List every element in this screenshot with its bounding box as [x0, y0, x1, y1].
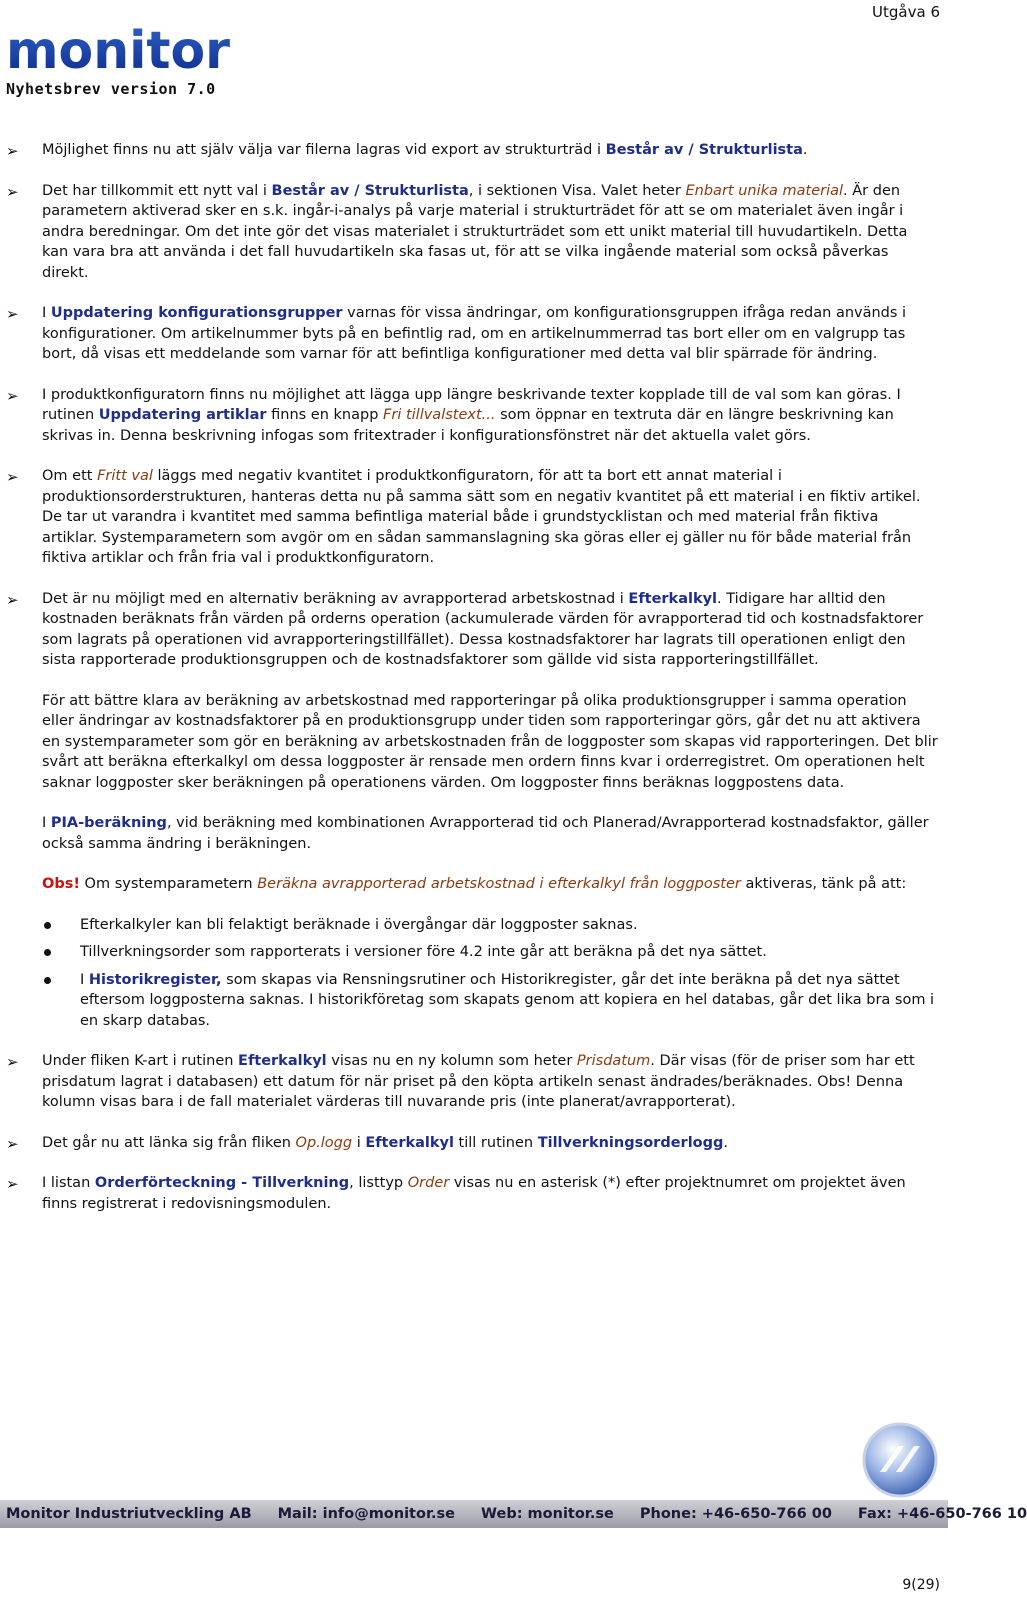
list-item	[0, 915, 960, 936]
bold-term: Uppdatering artiklar	[98, 407, 267, 423]
bold-term: Består av / Strukturlista	[605, 142, 803, 158]
list-item	[0, 589, 960, 671]
text-run: i	[352, 1134, 366, 1151]
text-run: I produktkonfiguratorn finns nu möjlighet att lägga upp längre beskrivande texter kopplade till de val som kan göras. I rutinen	[42, 386, 901, 423]
text-run: finns en knapp	[266, 407, 384, 423]
bullet-dot-icon	[44, 977, 51, 984]
list-item	[0, 140, 960, 161]
text-run: , i sektionen Visa. Valet heter	[468, 182, 686, 199]
arrow-bullet-icon: ➢	[6, 1053, 19, 1071]
text-run: visas nu en asterisk (*) efter projektnumret om projektet även finns registrerat i redovisningsmodulen.	[42, 1175, 906, 1212]
text-run: , vid beräkning med kombinationen Avrapporterad tid och Planerad/Avrapporterad kostnadsfaktor, gäller också samma ändring i beräkningen.	[42, 815, 929, 852]
arrow-bullet-icon: ➢	[6, 468, 19, 486]
arrow-bullet-icon: ➢	[6, 386, 19, 405]
text-run: . Tidigare har alltid den kostnaden beräknats från värden på orderns operation (ackumulerade värden för avrapporterad tid och kostnadsfaktorer som lagrats på operationen vid avrapporteringstillfället). Dessa kostnadsfaktorer har lagrats till operationen enligt den sista rapporterade produktionsgruppen och de kostnadsfaktorer som gällde vid sista rapporteringstillfället.	[42, 590, 924, 668]
text-run: I	[42, 815, 51, 831]
text-run: visas nu en ny kolumn som heter	[326, 1053, 577, 1069]
text-run: .	[723, 1134, 728, 1151]
text-run: Det är nu möjligt med en alternativ beräkning av avrapporterad arbetskostnad i	[42, 590, 629, 607]
bold-term: Uppdatering konfigurationsgrupper	[50, 305, 343, 321]
italic-term: Fritt val	[97, 468, 153, 484]
bold-term: Tillverkningsorderlogg	[537, 1134, 724, 1151]
italic-term: Prisdatum	[576, 1053, 651, 1069]
text-run: För att bättre klara av beräkning av arbetskostnad med rapporteringar på olika produktionsgrupper i samma operation eller ändringar av kostnadsfaktorer på en produktionsgrupp under tiden som rapporteringar görs, går det nu att aktivera en systemparameter som gör en beräkning av arbetskostnaden från de loggposter som skapas vid rapporteringen. Det blir svårt att beräkna efterkalkyl om dessa loggposter är rensade men ordern finns kvar i orderregistret. Om operationen helt saknar loggposter sker beräkningen på operationens värden. Om loggposter finns beräknas loggpostens data.	[42, 692, 938, 791]
arrow-bullet-icon: ➢	[6, 1134, 19, 1153]
list-item	[0, 1051, 960, 1113]
text-run: . Där visas (för de priser som har ett prisdatum lagrat i databasen) ett datum för när priset på den köpta artikeln senast ändrades/beräknades. Obs! Denna kolumn visas bara i de fall materialet värderas till nuvarande pris (inte planerat/avrapporterat).	[42, 1053, 915, 1110]
edition-label: Utgåva 6	[872, 3, 940, 21]
followup-paragraphs	[0, 691, 960, 895]
list-item	[0, 942, 960, 963]
italic-term: Enbart unika material	[685, 182, 844, 199]
monitor-logo	[6, 21, 232, 81]
list-item	[0, 970, 960, 1032]
list-item	[0, 303, 960, 365]
text-run: aktiveras, tänk på att:	[740, 876, 907, 892]
bullet-dot-icon	[44, 949, 51, 956]
text-run: Om ett	[42, 468, 98, 484]
arrow-bullet-icon: ➢	[6, 1175, 19, 1193]
footer-mail: Mail: info@monitor.se	[277, 1506, 456, 1522]
text-run: I	[42, 305, 51, 321]
list-item	[0, 1173, 960, 1214]
footer-phone: Phone: +46-650-766 00	[639, 1506, 832, 1522]
list-item	[0, 466, 960, 569]
text-run: varnas för vissa ändringar, om konfigurationsgruppen ifråga redan används i konfigurationer. Om artikelnummer byts på en befintlig rad, om en artikelnummerrad tas bort eller om en valgrupp tas bort, då visas ett meddelande som varnar för att befintliga konfigurationer med detta val blir spärrade för ändring.	[42, 305, 907, 362]
text-run: läggs med negativ kvantitet i produktkonfiguratorn, för att ta bort ett annat material i produktionsorderstrukturen, hanteras detta nu på samma sätt som en negativ kvantitet på ett material i en fiktiv artikel. De tar ut varandra i kvantitet med samma befintliga material både i grundstycklistan och med material från fiktiva artiklar. Systemparametern som avgör om en sådan sammanslagning ska göras eller ej gäller nu för både material från fiktiva artiklar och från fria val i produktkonfiguratorn.	[42, 468, 921, 566]
bullet-dot-icon	[44, 922, 51, 929]
paragraph	[0, 813, 960, 854]
list-item	[0, 385, 960, 447]
footer-fax: Fax: +46-650-766 10	[857, 1506, 1027, 1522]
warning-label: Obs!	[42, 876, 80, 892]
content-body	[0, 140, 960, 1234]
italic-term: Fri tillvalstext...	[383, 407, 496, 423]
text-run: Om systemparametern	[79, 876, 258, 892]
list-item	[0, 1133, 960, 1154]
newsletter-title: Nyhetsbrev version 7.0	[6, 80, 216, 98]
text-run: Det går nu att länka sig från fliken	[42, 1134, 296, 1151]
bold-term: Består av / Strukturlista	[271, 182, 469, 199]
arrow-bullet-icon: ➢	[6, 590, 19, 609]
bullet-list	[0, 140, 960, 671]
bold-term: Historikregister,	[88, 971, 222, 988]
text-run: Under fliken K-art i rutinen	[42, 1053, 239, 1069]
text-run: I listan	[42, 1175, 95, 1191]
paragraph	[0, 874, 960, 895]
bold-term: Efterkalkyl	[238, 1053, 327, 1069]
arrow-bullet-icon: ➢	[6, 182, 19, 201]
text-run: . Är den parametern aktiverad sker en s.k. ingår-i-analys på varje material i strukturträdet för att se om materialet även ingår i andra beredningar. Om det inte gör det visas materialet i strukturträdet som ett unikt material till huvudartikeln. Detta kan vara bra att använda i det fall huvudartikeln ska fasas ut, för att se vilka ingående material som också påverkas direkt.	[42, 182, 908, 281]
bold-term: Efterkalkyl	[628, 590, 718, 607]
text-run: , listtyp	[349, 1175, 408, 1191]
text-run: Tillverkningsorder som rapporterats i versioner före 4.2 inte går att beräkna på det nya sättet.	[80, 944, 767, 960]
text-run: Efterkalkyler kan bli felaktigt beräknade i övergångar där loggposter saknas.	[80, 916, 638, 933]
text-run: till rutinen	[453, 1134, 538, 1151]
footer-contact-bar	[0, 1500, 1027, 1528]
bold-term: Efterkalkyl	[365, 1134, 454, 1151]
bullet-list-2	[0, 1051, 960, 1214]
arrow-bullet-icon: ➢	[6, 305, 19, 323]
list-item	[0, 181, 960, 284]
italic-term: Order	[407, 1175, 450, 1191]
arrow-bullet-icon: ➢	[6, 142, 19, 160]
text-run: som skapas via Rensningsrutiner och Historikregister, går det inte beräkna på det nya sättet eftersom loggposterna saknas. I historikföretag som skapats genom att kopiera en hel databas, går det lika bra som i en skarp databas.	[80, 971, 935, 1029]
bold-term: PIA-beräkning	[50, 815, 167, 831]
text-run: Möjlighet finns nu att själv välja var filerna lagras vid export av strukturträd i	[42, 142, 606, 158]
text-run: .	[802, 142, 808, 158]
italic-term: Beräkna avrapporterad arbetskostnad i efterkalkyl från loggposter	[257, 876, 741, 892]
footer-web: Web: monitor.se	[481, 1506, 614, 1522]
page-number: 9(29)	[902, 1577, 940, 1593]
bold-term: Orderförteckning - Tillverkning	[94, 1175, 350, 1191]
italic-term: Op.logg	[295, 1134, 353, 1151]
svg-text:monitor: monitor	[6, 21, 231, 81]
notice-list	[0, 915, 960, 1032]
footer-emblem-icon	[860, 1420, 940, 1498]
footer-company: Monitor Industriutveckling AB	[6, 1506, 252, 1522]
text-run: som öppnar en textruta där en längre beskrivning kan skrivas in. Denna beskrivning infogas som fritextrader i konfigurationsfönstret när det aktuella valet görs.	[42, 407, 894, 444]
text-run: I	[80, 971, 89, 988]
text-run: Det har tillkommit ett nytt val i	[42, 182, 272, 199]
paragraph	[0, 691, 960, 794]
